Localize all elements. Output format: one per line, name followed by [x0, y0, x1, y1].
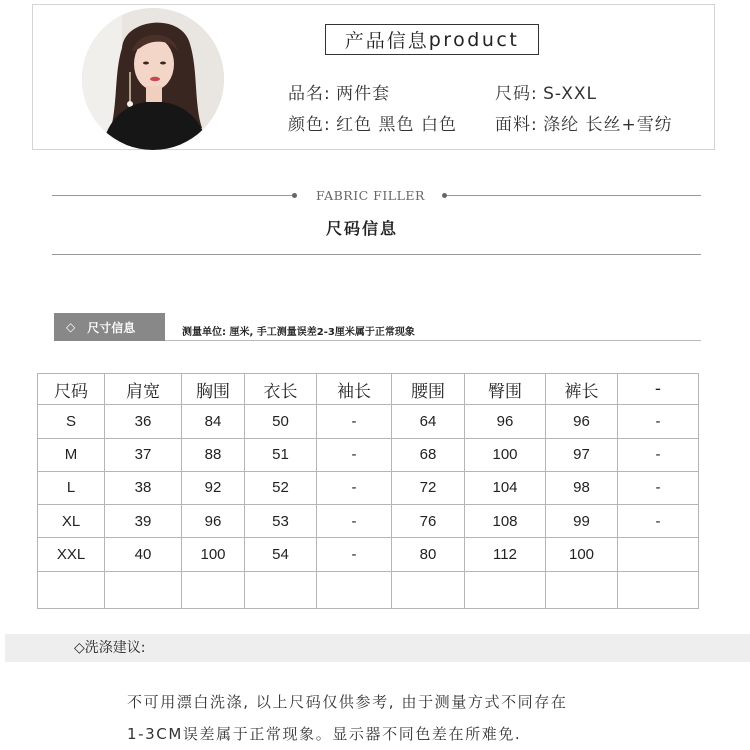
table-row	[38, 405, 699, 438]
info-label: 颜色:	[288, 115, 331, 135]
header-cell: -	[618, 374, 699, 405]
table-cell: -	[618, 405, 699, 438]
table-cell: 68	[392, 438, 465, 471]
table-cell	[618, 571, 699, 608]
heading-dot-left	[292, 193, 297, 198]
table-cell: 108	[465, 505, 546, 538]
product-info-title-cn: 产品信息	[344, 30, 429, 52]
table-cell: 51	[245, 438, 317, 471]
info-value: 涤纶 长丝+雪纺	[543, 115, 673, 135]
table-row	[38, 538, 699, 571]
header-cell: 胸围	[182, 374, 245, 405]
table-cell: S	[38, 405, 105, 438]
table-cell: -	[618, 438, 699, 471]
product-info-card	[32, 4, 715, 150]
size-info-divider	[165, 340, 701, 341]
table-cell: -	[317, 405, 392, 438]
product-info-title-en: product	[428, 28, 520, 51]
heading-divider-right	[447, 195, 701, 196]
table-cell: 37	[105, 438, 182, 471]
model-photo-illustration	[82, 8, 224, 150]
heading-divider-bottom	[52, 254, 701, 255]
table-row	[38, 438, 699, 471]
table-cell: 96	[546, 405, 618, 438]
info-row-size	[495, 79, 597, 104]
table-cell	[317, 571, 392, 608]
table-cell	[465, 571, 546, 608]
info-label: 尺码:	[495, 84, 538, 104]
table-cell: -	[317, 471, 392, 504]
table-cell: 36	[105, 405, 182, 438]
table-cell: 80	[392, 538, 465, 571]
table-cell: 96	[465, 405, 546, 438]
table-cell: 40	[105, 538, 182, 571]
measurement-note: 测量单位: 厘米, 手工测量误差2-3厘米属于正常现象	[182, 327, 415, 338]
table-cell: L	[38, 471, 105, 504]
table-cell	[182, 571, 245, 608]
table-cell: 92	[182, 471, 245, 504]
table-cell: 84	[182, 405, 245, 438]
heading-en: FABRIC FILLER	[316, 188, 425, 203]
info-value: S-XXL	[543, 84, 597, 104]
table-cell: 54	[245, 538, 317, 571]
table-cell: 76	[392, 505, 465, 538]
product-info-title	[325, 24, 539, 55]
header-cell: 尺码	[38, 374, 105, 405]
table-cell: 100	[182, 538, 245, 571]
info-value: 两件套	[336, 84, 391, 104]
table-cell: -	[618, 471, 699, 504]
table-cell: -	[317, 438, 392, 471]
size-info-tag-label: 尺寸信息	[87, 320, 136, 335]
table-row	[38, 571, 699, 608]
header-cell: 臀围	[465, 374, 546, 405]
washing-text-line-1: 不可用漂白洗涤, 以上尺码仅供参考, 由于测量方式不同存在	[127, 693, 568, 711]
diamond-icon: ◇	[66, 320, 76, 334]
table-cell: 64	[392, 405, 465, 438]
washing-title: ◇洗涤建议:	[74, 640, 146, 656]
header-cell: 袖长	[317, 374, 392, 405]
table-cell: 100	[546, 538, 618, 571]
table-cell: 98	[546, 471, 618, 504]
table-cell: 72	[392, 471, 465, 504]
table-row	[38, 471, 699, 504]
table-cell: 52	[245, 471, 317, 504]
table-cell: 99	[546, 505, 618, 538]
header-cell: 裤长	[546, 374, 618, 405]
table-cell: -	[317, 538, 392, 571]
table-cell: 104	[465, 471, 546, 504]
size-table	[37, 373, 699, 609]
heading-divider-left	[52, 195, 292, 196]
size-table-header-row	[38, 374, 699, 405]
table-cell	[392, 571, 465, 608]
table-cell: 100	[465, 438, 546, 471]
info-row-color	[288, 110, 457, 135]
table-cell	[38, 571, 105, 608]
header-cell: 腰围	[392, 374, 465, 405]
info-label: 品名:	[288, 84, 331, 104]
table-cell	[245, 571, 317, 608]
size-info-tag	[54, 313, 165, 341]
table-cell: 53	[245, 505, 317, 538]
table-cell: 88	[182, 438, 245, 471]
table-cell: XL	[38, 505, 105, 538]
table-cell	[618, 538, 699, 571]
header-cell: 衣长	[245, 374, 317, 405]
table-cell: 50	[245, 405, 317, 438]
info-label: 面料:	[495, 115, 538, 135]
info-value: 红色 黑色 白色	[336, 115, 457, 135]
table-cell: M	[38, 438, 105, 471]
table-cell: -	[618, 505, 699, 538]
table-cell: 38	[105, 471, 182, 504]
info-row-name	[288, 79, 390, 104]
table-cell: 39	[105, 505, 182, 538]
table-cell: 112	[465, 538, 546, 571]
header-cell: 肩宽	[105, 374, 182, 405]
table-cell: 96	[182, 505, 245, 538]
table-cell: XXL	[38, 538, 105, 571]
info-row-fabric	[495, 110, 673, 135]
washing-text-line-2: 1-3CM误差属于正常现象。显示器不同色差在所难免.	[127, 725, 522, 743]
table-row	[38, 505, 699, 538]
table-cell	[546, 571, 618, 608]
model-photo	[82, 8, 224, 150]
table-cell	[105, 571, 182, 608]
heading-cn: 尺码信息	[326, 219, 399, 238]
table-cell: 97	[546, 438, 618, 471]
table-cell: -	[317, 505, 392, 538]
